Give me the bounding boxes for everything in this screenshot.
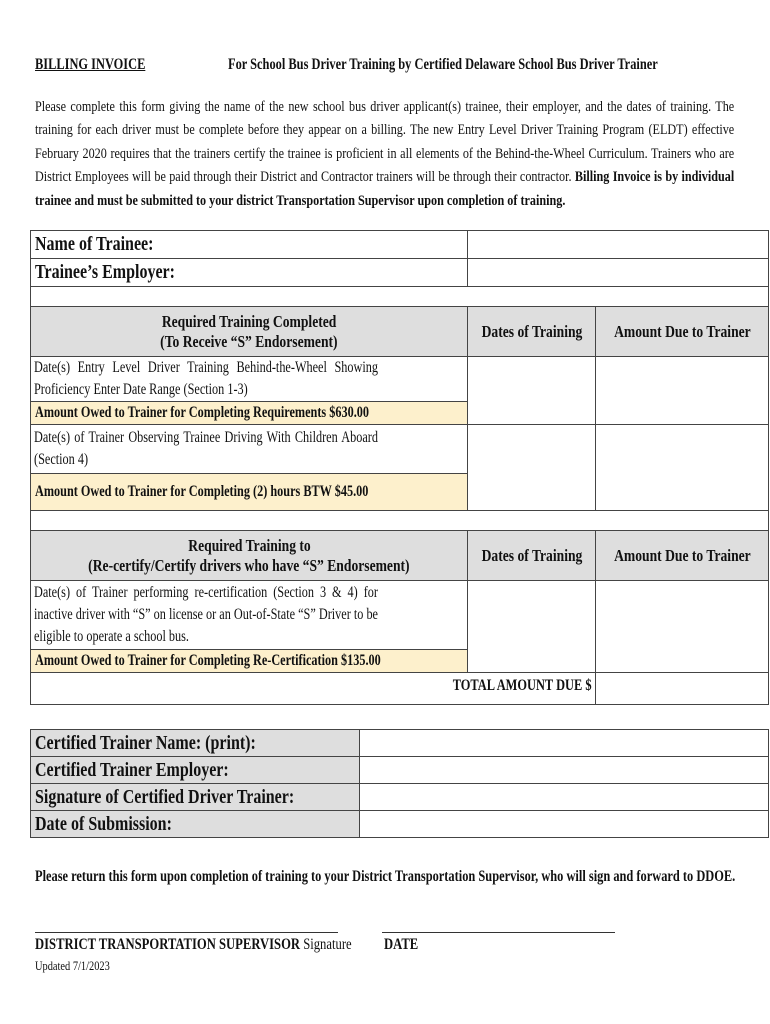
section2-dates-header: Dates of Training [468,531,596,581]
submission-date-field[interactable] [360,811,769,838]
section2-amount-header: Amount Due to Trainer [596,531,769,581]
section1-row1-dates-field[interactable] [468,357,596,425]
trainee-employer-field[interactable] [468,259,769,287]
total-amount-label: TOTAL AMOUNT DUE $ [31,673,596,705]
trainer-employer-field[interactable] [360,757,769,784]
section1-dates-header: Dates of Training [468,307,596,357]
supervisor-signature-line[interactable] [35,932,338,933]
date-label: DATE [384,936,419,953]
section2-row1-amount-field[interactable] [596,581,769,673]
date-signature-line[interactable] [382,932,615,933]
trainer-name-label: Certified Trainer Name: (print): [31,730,360,757]
section2-row1-desc: Date(s) of Trainer performing re-certification (Section 3 & 4) for inactive driver with “S” on license or an Out-of-State “S” Driver to be eligible to operate a school bus. [31,581,468,650]
section1-row2-desc: Date(s) of Trainer Observing Trainee Driving With Children Aboard (Section 4) [31,425,468,474]
total-amount-field[interactable] [596,673,769,705]
intro-text: Please complete this form giving the name of the new school bus driver applicant(s) trainee, their employer, and the dates of training. The training for each driver must be complete before they appear on a billing. The new Entry Level Driver Training Program (ELDT) effective February 2020 requires that the trainers certify the trainee is proficient in all elements of the Behind-the-Wheel Curriculum. Trainers who are District Employees will be paid through their District and Contractor trainers will be through their contractor. [35,98,735,186]
section2-row1-owed: Amount Owed to Trainer for Completing Re-Certification $135.00 [31,650,468,673]
section1-row1-owed: Amount Owed to Trainer for Completing Requirements $630.00 [31,402,468,425]
trainer-info-table [30,729,769,838]
section1-amount-header: Amount Due to Trainer [596,307,769,357]
trainer-signature-label: Signature of Certified Driver Trainer: [31,784,360,811]
intro-paragraph [35,95,734,212]
supervisor-signature-label: DISTRICT TRANSPORTATION SUPERVISOR Signature [35,936,352,953]
section1-row2-amount-field[interactable] [596,425,769,511]
updated-date: Updated 7/1/2023 [35,958,110,973]
invoice-title: BILLING INVOICE [35,56,146,73]
section2-header: Required Training to (Re-certify/Certify drivers who have “S” Endorsement) [31,531,468,581]
section2-row1-dates-field[interactable] [468,581,596,673]
section1-row2-dates-field[interactable] [468,425,596,511]
training-table [30,230,769,705]
trainee-employer-label: Trainee’s Employer: [31,259,468,287]
spacer-row [31,287,769,307]
section1-header: Required Training Completed (To Receive “S” Endorsement) [31,307,468,357]
trainer-name-field[interactable] [360,730,769,757]
section1-row1-desc: Date(s) Entry Level Driver Training Behind-the-Wheel Showing Proficiency Enter Date Range (Section 1-3) [31,357,468,402]
intro-bold-text: Billing Invoice is by individual trainee and must be submitted to your district Transportation Supervisor upon completion of training. [35,168,735,209]
trainee-name-label: Name of Trainee: [31,231,468,259]
trainer-signature-field[interactable] [360,784,769,811]
spacer-row [31,511,769,531]
section1-row1-amount-field[interactable] [596,357,769,425]
section1-row2-owed: Amount Owed to Trainer for Completing (2) hours BTW $45.00 [31,474,468,511]
submission-date-label: Date of Submission: [31,811,360,838]
trainee-name-field[interactable] [468,231,769,259]
invoice-header [35,56,658,74]
return-note: Please return this form upon completion of training to your District Transportation Supervisor, who will sign and forward to DDOE. [35,868,736,885]
trainer-employer-label: Certified Trainer Employer: [31,757,360,784]
invoice-subtitle: For School Bus Driver Training by Certified Delaware School Bus Driver Trainer [228,56,658,73]
